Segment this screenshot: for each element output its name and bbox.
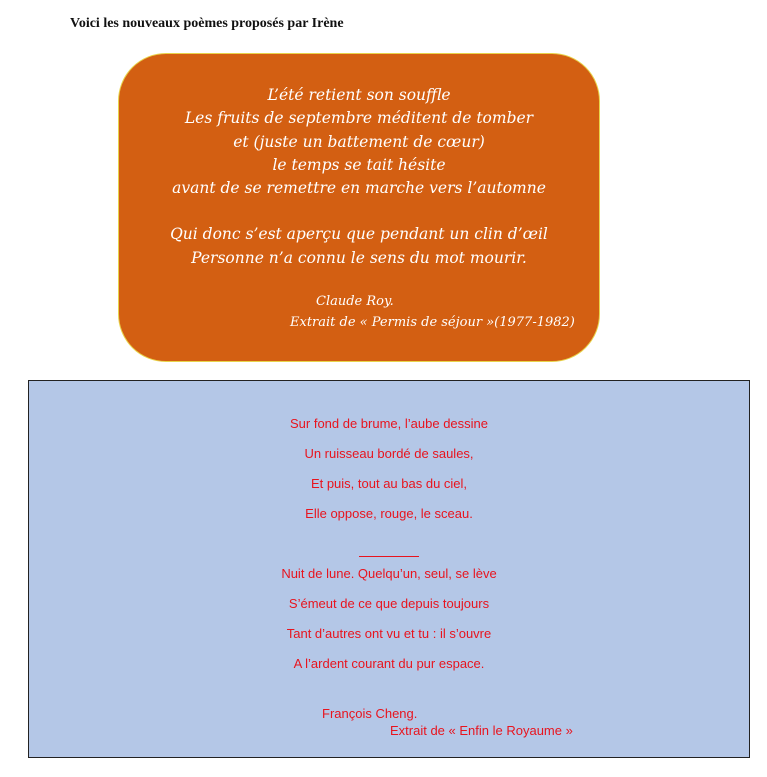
poem-two-line: A l’ardent courant du pur espace. [293,656,485,671]
poem-one-source: Extrait de « Permis de séjour »(1977-1982) [290,315,575,330]
stanza-gap [118,200,600,223]
page-heading: Voici les nouveaux poèmes proposés par Irène [70,16,344,31]
poem-one-line: L’été retient son souffle [267,86,451,104]
stanza-separator [359,534,419,564]
poem-one-text [118,84,600,270]
poem-two-line: Sur fond de brume, l’aube dessine [289,416,488,431]
poem-two-author: François Cheng. [322,706,418,721]
poem-two-source: Extrait de « Enfin le Royaume » [390,723,573,738]
poem-two-line: Elle oppose, rouge, le sceau. [305,506,473,521]
poem-one-line: Personne n’a connu le sens du mot mourir. [191,248,527,267]
poem-two-line: Un ruisseau bordé de saules, [304,446,474,461]
poem-one-line: Qui donc s’est aperçu que pendant un clin d’œil [170,225,548,244]
poem-two-line: Et puis, tout au bas du ciel, [310,476,468,491]
poem-two-line: S’émeut de ce que depuis toujours [288,596,490,611]
poem-one-author: Claude Roy. [316,294,394,309]
poem-two-text [28,414,750,684]
poem-two-line: Tant d’autres ont vu et tu : il s’ouvre [286,626,492,641]
poem-one-line: avant de se remettre en marche vers l’automne [172,179,546,198]
poem-one-line: Les fruits de septembre méditent de tomber [184,109,534,128]
poem-two-line: Nuit de lune. Quelqu’un, seul, se lève [281,566,497,581]
poem-one-line: et (juste un battement de cœur) [233,132,485,151]
poem-one-line: le temps se tait hésite [272,155,446,174]
